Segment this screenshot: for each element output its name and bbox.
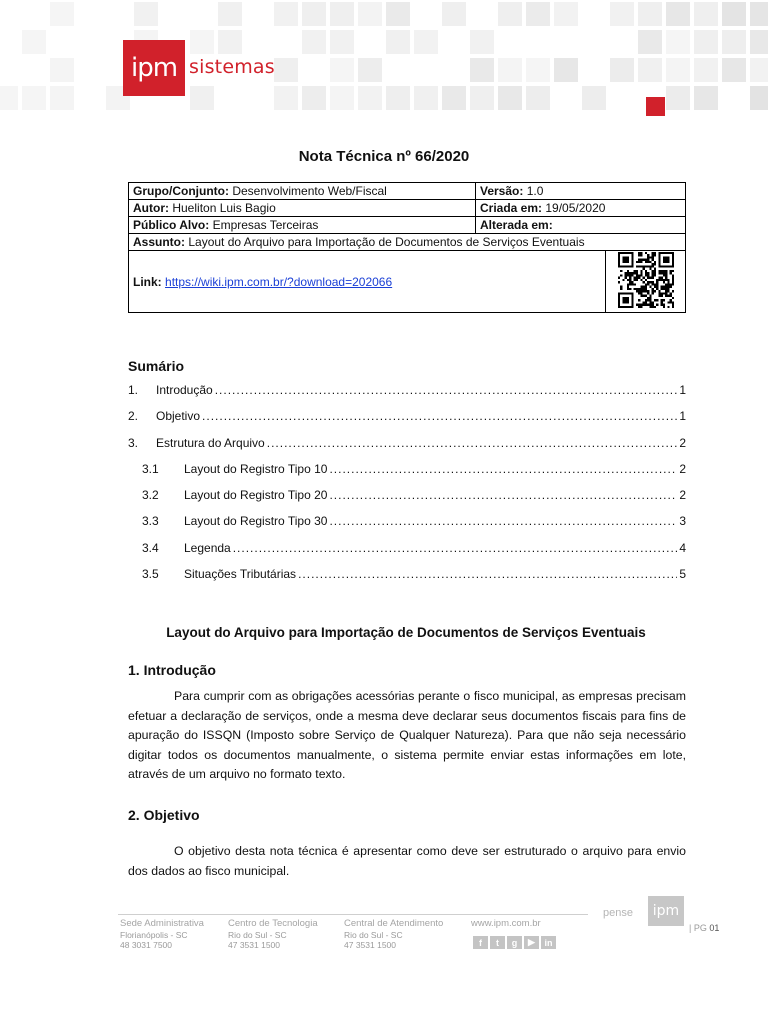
toc-leader-dots bbox=[329, 462, 677, 476]
summary-title: Sumário bbox=[128, 358, 185, 374]
toc-item-label: Layout do Registro Tipo 30 bbox=[184, 514, 328, 529]
intro-heading: 1. Introdução bbox=[128, 662, 216, 678]
intro-paragraph: Para cumprir com as obrigações acessórias perante o fisco municipal, as empresas precisam efetuar a declaração de serviços, onde a mesma deve declarar seus documentos fiscais para fins de apuração do ISSQN (Imposto sobre Serviço de Qualquer Natureza). Para que não seja necessário digitar todos os documentos manualmente, o sistema permite enviar estas informações em lote, através de um arquivo no formato texto. bbox=[128, 689, 686, 781]
publico-label: Público Alvo: bbox=[133, 218, 210, 232]
toc-leader-dots bbox=[329, 488, 677, 502]
footer-atendimento-phone: 47 3531 1500 bbox=[344, 940, 396, 950]
red-accent-square bbox=[646, 97, 665, 116]
grupo-label: Grupo/Conjunto: bbox=[133, 184, 229, 198]
toc-item-label: Situações Tributárias bbox=[184, 567, 297, 582]
download-link[interactable]: https://wiki.ipm.com.br/?download=202066 bbox=[165, 274, 393, 289]
toc-item-page: 3 bbox=[679, 514, 686, 529]
toc-item-label: Layout do Registro Tipo 10 bbox=[184, 461, 328, 476]
criada-label: Criada em: bbox=[480, 201, 543, 215]
qr-code-icon bbox=[618, 252, 674, 308]
toc-item-page: 1 bbox=[679, 409, 686, 424]
linkedin-icon[interactable]: in bbox=[541, 936, 556, 949]
footer-atendimento-city: Rio do Sul - SC bbox=[344, 929, 403, 940]
toc-item-page: 5 bbox=[679, 567, 686, 582]
toc-item-label: Estrutura do Arquivo bbox=[156, 435, 265, 450]
footer-tecnologia-title: Centro de Tecnologia bbox=[228, 918, 318, 929]
grupo-value: Desenvolvimento Web/Fiscal bbox=[232, 184, 387, 198]
logo-wordmark: sistemas bbox=[189, 56, 275, 78]
toc-item-label: Layout do Registro Tipo 20 bbox=[184, 488, 328, 503]
objetivo-paragraph: O objetivo desta nota técnica é apresentar como deve ser estruturado o arquivo para envio dos dados ao fisco municipal. bbox=[128, 844, 686, 878]
criada-cell bbox=[476, 200, 686, 217]
link-cell bbox=[129, 251, 606, 313]
footer-sede-city: Florianópolis - SC bbox=[120, 929, 188, 940]
autor-label: Autor: bbox=[133, 201, 169, 215]
versao-label: Versão: bbox=[480, 184, 524, 198]
publico-cell bbox=[129, 217, 476, 234]
facebook-icon[interactable]: f bbox=[473, 936, 488, 949]
document-title: Nota Técnica nº 66/2020 bbox=[298, 148, 470, 165]
qr-cell bbox=[606, 251, 686, 313]
toc-item-number: 3. bbox=[128, 435, 139, 450]
toc-leader-dots bbox=[233, 541, 678, 555]
toc-item-page: 2 bbox=[679, 435, 686, 450]
social-icons bbox=[473, 936, 556, 949]
alterada-label: Alterada em: bbox=[480, 218, 553, 232]
toc-item-page: 1 bbox=[679, 383, 686, 397]
footer-atendimento bbox=[344, 919, 443, 951]
footer-website[interactable] bbox=[471, 919, 541, 930]
play-icon[interactable]: ▶ bbox=[524, 936, 539, 949]
publico-value: Empresas Terceiras bbox=[212, 218, 319, 232]
toc-item-page: 4 bbox=[679, 540, 686, 555]
info-table bbox=[128, 182, 686, 313]
toc-item-label: Introdução bbox=[156, 383, 213, 397]
toc-item[interactable] bbox=[128, 383, 686, 409]
ipm-sistemas-logo bbox=[123, 40, 275, 96]
toc-item-label: Legenda bbox=[184, 540, 231, 555]
toc-leader-dots bbox=[298, 567, 677, 581]
main-heading: Layout do Arquivo para Importação de Documentos de Serviços Eventuais bbox=[166, 625, 646, 640]
toc-item[interactable] bbox=[128, 409, 686, 435]
page-label: | PG bbox=[689, 923, 707, 933]
footer-atendimento-title: Central de Atendimento bbox=[344, 918, 444, 929]
ipm-logo-mark: ipm bbox=[123, 40, 185, 96]
link-label: Link: bbox=[133, 274, 162, 289]
toc-item-number: 2. bbox=[128, 409, 139, 424]
google-plus-icon[interactable]: g bbox=[507, 936, 522, 949]
assunto-label: Assunto: bbox=[133, 235, 185, 249]
toc-item-page: 2 bbox=[679, 488, 686, 503]
footer-tecnologia-city: Rio do Sul - SC bbox=[228, 929, 287, 940]
footer-sede bbox=[120, 919, 204, 951]
twitter-icon[interactable]: t bbox=[490, 936, 505, 949]
footer-website-text[interactable]: www.ipm.com.br bbox=[471, 918, 541, 929]
toc-item[interactable] bbox=[128, 514, 686, 540]
page-footer bbox=[0, 890, 768, 960]
toc-item[interactable] bbox=[128, 462, 686, 488]
objetivo-heading: 2. Objetivo bbox=[128, 807, 200, 823]
assunto-value: Layout do Arquivo para Importação de Documentos de Serviços Eventuais bbox=[188, 235, 585, 249]
toc-leader-dots bbox=[267, 436, 678, 450]
toc-item-number: 3.4 bbox=[142, 540, 159, 555]
footer-sede-phone: 48 3031 7500 bbox=[120, 940, 172, 950]
page-number bbox=[689, 923, 719, 933]
header-pattern bbox=[0, 0, 768, 116]
toc-item-number: 3.3 bbox=[142, 514, 159, 529]
toc-item-number: 1. bbox=[128, 383, 139, 397]
toc-leader-dots bbox=[202, 409, 677, 423]
toc-item[interactable] bbox=[128, 436, 686, 462]
criada-value: 19/05/2020 bbox=[545, 201, 606, 215]
toc-item[interactable] bbox=[128, 567, 686, 593]
footer-sede-title: Sede Administrativa bbox=[120, 918, 204, 929]
footer-tecnologia-phone: 47 3531 1500 bbox=[228, 940, 280, 950]
toc-leader-dots bbox=[215, 383, 678, 397]
pense-text: pense bbox=[603, 907, 633, 919]
assunto-cell bbox=[129, 234, 686, 251]
table-of-contents bbox=[128, 383, 686, 593]
toc-item-number: 3.2 bbox=[142, 488, 159, 503]
toc-item-page: 2 bbox=[679, 461, 686, 476]
autor-value: Hueliton Luis Bagio bbox=[172, 201, 276, 215]
toc-item[interactable] bbox=[128, 488, 686, 514]
toc-item[interactable] bbox=[128, 541, 686, 567]
ipm-footer-logo: ipm bbox=[648, 896, 684, 926]
grupo-cell bbox=[129, 183, 476, 200]
toc-leader-dots bbox=[329, 514, 677, 528]
page-number-value: 01 bbox=[709, 923, 720, 933]
toc-item-number: 3.5 bbox=[142, 567, 159, 582]
footer-tecnologia bbox=[228, 919, 318, 951]
toc-item-label: Objetivo bbox=[156, 409, 201, 424]
alterada-cell bbox=[476, 217, 686, 234]
versao-value: 1.0 bbox=[526, 184, 544, 198]
footer-divider bbox=[118, 914, 588, 915]
versao-cell bbox=[476, 183, 686, 200]
toc-item-number: 3.1 bbox=[142, 461, 159, 476]
autor-cell bbox=[129, 200, 476, 217]
